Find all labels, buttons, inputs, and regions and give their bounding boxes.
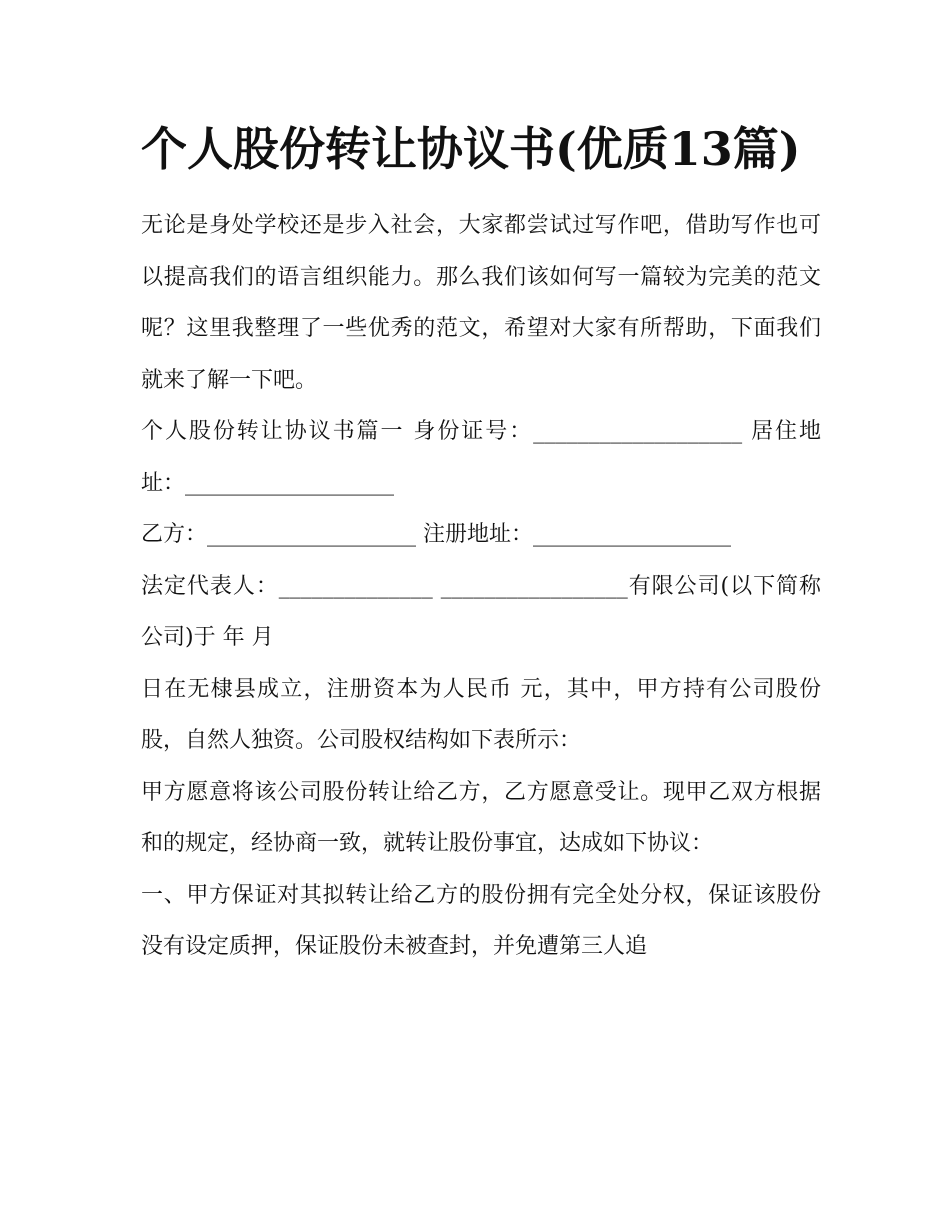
legal-rep-line: 法定代表人：______________ _________________有限公司(以下简称公司)于 年 月 bbox=[141, 573, 821, 650]
intro-paragraph: 无论是身处学校还是步入社会，大家都尝试过写作吧，借助写作也可以提高我们的语言组织能力。那么我们该如何写一篇较为完美的范文呢？这里我整理了一些优秀的范文，希望对大家有所帮助，下面我们就来了解一下吧。 bbox=[141, 213, 821, 393]
clause-one-paragraph: 一、甲方保证对其拟转让给乙方的股份拥有完全处分权，保证该股份没有设定质押，保证股份未被查封，并免遭第三人追 bbox=[141, 882, 821, 959]
party-b-line: 乙方：___________________ 注册地址：__________________ bbox=[141, 522, 731, 547]
party-a-id-line: 个人股份转让协议书篇一 身份证号：___________________ 居住地址：___________________ bbox=[141, 419, 821, 496]
document-page bbox=[141, 112, 821, 973]
company-info-paragraph: 日在无棣县成立，注册资本为人民币 元，其中，甲方持有公司股份股，自然人独资。公司股权结构如下表所示： bbox=[141, 676, 821, 753]
document-title: 个人股份转让协议书(优质13篇) bbox=[141, 122, 801, 176]
agreement-intent-paragraph: 甲方愿意将该公司股份转让给乙方，乙方愿意受让。现甲乙双方根据和的规定，经协商一致，就转让股份事宜，达成如下协议： bbox=[141, 779, 821, 856]
